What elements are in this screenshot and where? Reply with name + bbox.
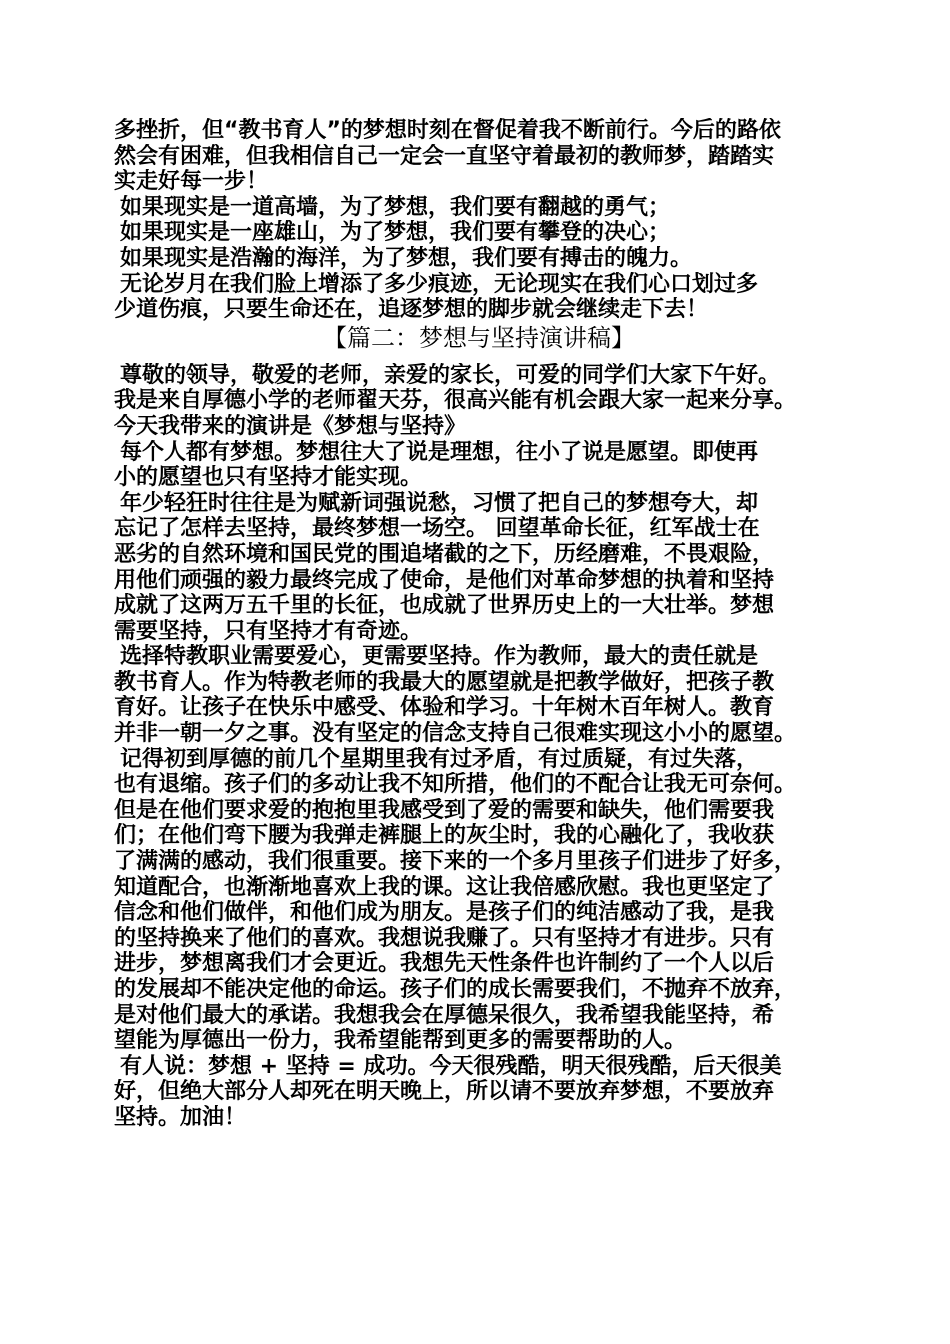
text-line: 少道伤痕，只要生命还在，追逐梦想的脚步就会继续走下去！ [114,297,709,323]
text-line: 知道配合，也渐渐地喜欢上我的课。这让我倍感欣慰。我也更坚定了 [114,874,775,900]
text-line: 有人说：梦想 + 坚持 = 成功。今天很残酷，明天很残酷，后天很美 [120,1053,782,1079]
text-line: 也有退缩。孩子们的多动让我不知所措，他们的不配合让我无可奈何。 [114,772,797,798]
text-line: 进步，梦想离我们才会更近。我想先天性条件也许制约了一个人以后 [114,951,775,977]
text-line: 教书育人。作为特教老师的我最大的愿望就是把教学做好，把孩子教 [114,669,775,695]
section-heading: 【篇二：梦想与坚持演讲稿】 [323,323,635,352]
text-line: 每个人都有梦想。梦想往大了说是理想，往小了说是愿望。即使再 [120,439,759,465]
section-one [114,118,844,323]
text-line: 忘记了怎样去坚持，最终梦想一场空。 回望革命长征，红军战士在 [114,516,760,542]
text-line: 的坚持换来了他们的喜欢。我想说我赚了。只有坚持才有进步。只有 [114,925,775,951]
text-line: 选择特教职业需要爱心，更需要坚持。作为教师，最大的责任就是 [120,644,759,670]
text-line: 如果现实是浩瀚的海洋，为了梦想，我们要有搏击的魄力。 [120,245,693,271]
text-line: 们；在他们弯下腰为我弹走裤腿上的灰尘时，我的心融化了，我收获 [114,823,775,849]
text-line: 的发展却不能决定他的命运。孩子们的成长需要我们，不抛弃不放弃， [114,977,797,1002]
text-line: 如果现实是一道高墙，为了梦想，我们要有翻越的勇气； [120,194,671,220]
text-line: 如果现实是一座雄山，为了梦想，我们要有攀登的决心； [120,220,671,246]
text-line: 但是在他们要求爱的抱抱里我感受到了爱的需要和缺失，他们需要我 [114,797,775,823]
text-line: 小的愿望也只有坚持才能实现。 [114,465,423,491]
text-line: 无论岁月在我们脸上增添了多少痕迹，无论现实在我们心口划过多 [120,271,759,297]
text-line: 了满满的感动，我们很重要。接下来的一个多月里孩子们进步了好多， [114,849,797,875]
text-line: 是对他们最大的承诺。我想我会在厚德呆很久，我希望我能坚持，希 [114,1002,775,1028]
text-line: 年少轻狂时往往是为赋新词强说愁，习惯了把自己的梦想夸大，却 [120,490,759,516]
text-line: 尊敬的领导，敬爱的老师，亲爱的家长，可爱的同学们大家下午好。 [120,362,781,388]
text-line: 育好。让孩子在快乐中感受、体验和学习。十年树木百年树人。教育 [114,695,775,721]
text-line: 用他们顽强的毅力最终完成了使命，是他们对革命梦想的执着和坚持 [114,567,775,593]
text-line: 今天我带来的演讲是《梦想与坚持》 [114,413,467,439]
text-line: 好，但绝大部分人却死在明天晚上，所以请不要放弃梦想，不要放弃 [114,1079,775,1105]
text-line: 需要坚持，只有坚持才有奇迹。 [114,618,423,644]
text-line: 实走好每一步！ [114,169,269,195]
text-line: 坚持。加油！ [114,1104,247,1130]
text-line: 信念和他们做伴，和他们成为朋友。是孩子们的纯洁感动了我，是我 [114,900,775,926]
section-two [114,363,844,1131]
document-body [114,118,844,1131]
text-line: 成就了这两万五千里的长征，也成就了世界历史上的一大壮举。梦想 [114,593,775,619]
text-line: 并非一朝一夕之事。没有坚定的信念支持自己很难实现这小小的愿望。 [114,721,797,747]
text-line: 我是来自厚德小学的老师翟天芬，很高兴能有机会跟大家一起来分享。 [114,388,797,414]
text-line: 恶劣的自然环境和国民党的围追堵截的之下，历经磨难，不畏艰险， [114,541,775,567]
text-line: 多挫折，但“教书育人”的梦想时刻在督促着我不断前行。今后的路依 [114,118,781,143]
text-line: 记得初到厚德的前几个星期里我有过矛盾，有过质疑，有过失落， [120,746,759,772]
text-line: 然会有困难，但我相信自己一定会一直坚守着最初的教师梦，踏踏实 [114,143,775,169]
text-line: 望能为厚德出一份力，我希望能帮到更多的需要帮助的人。 [114,1028,687,1054]
